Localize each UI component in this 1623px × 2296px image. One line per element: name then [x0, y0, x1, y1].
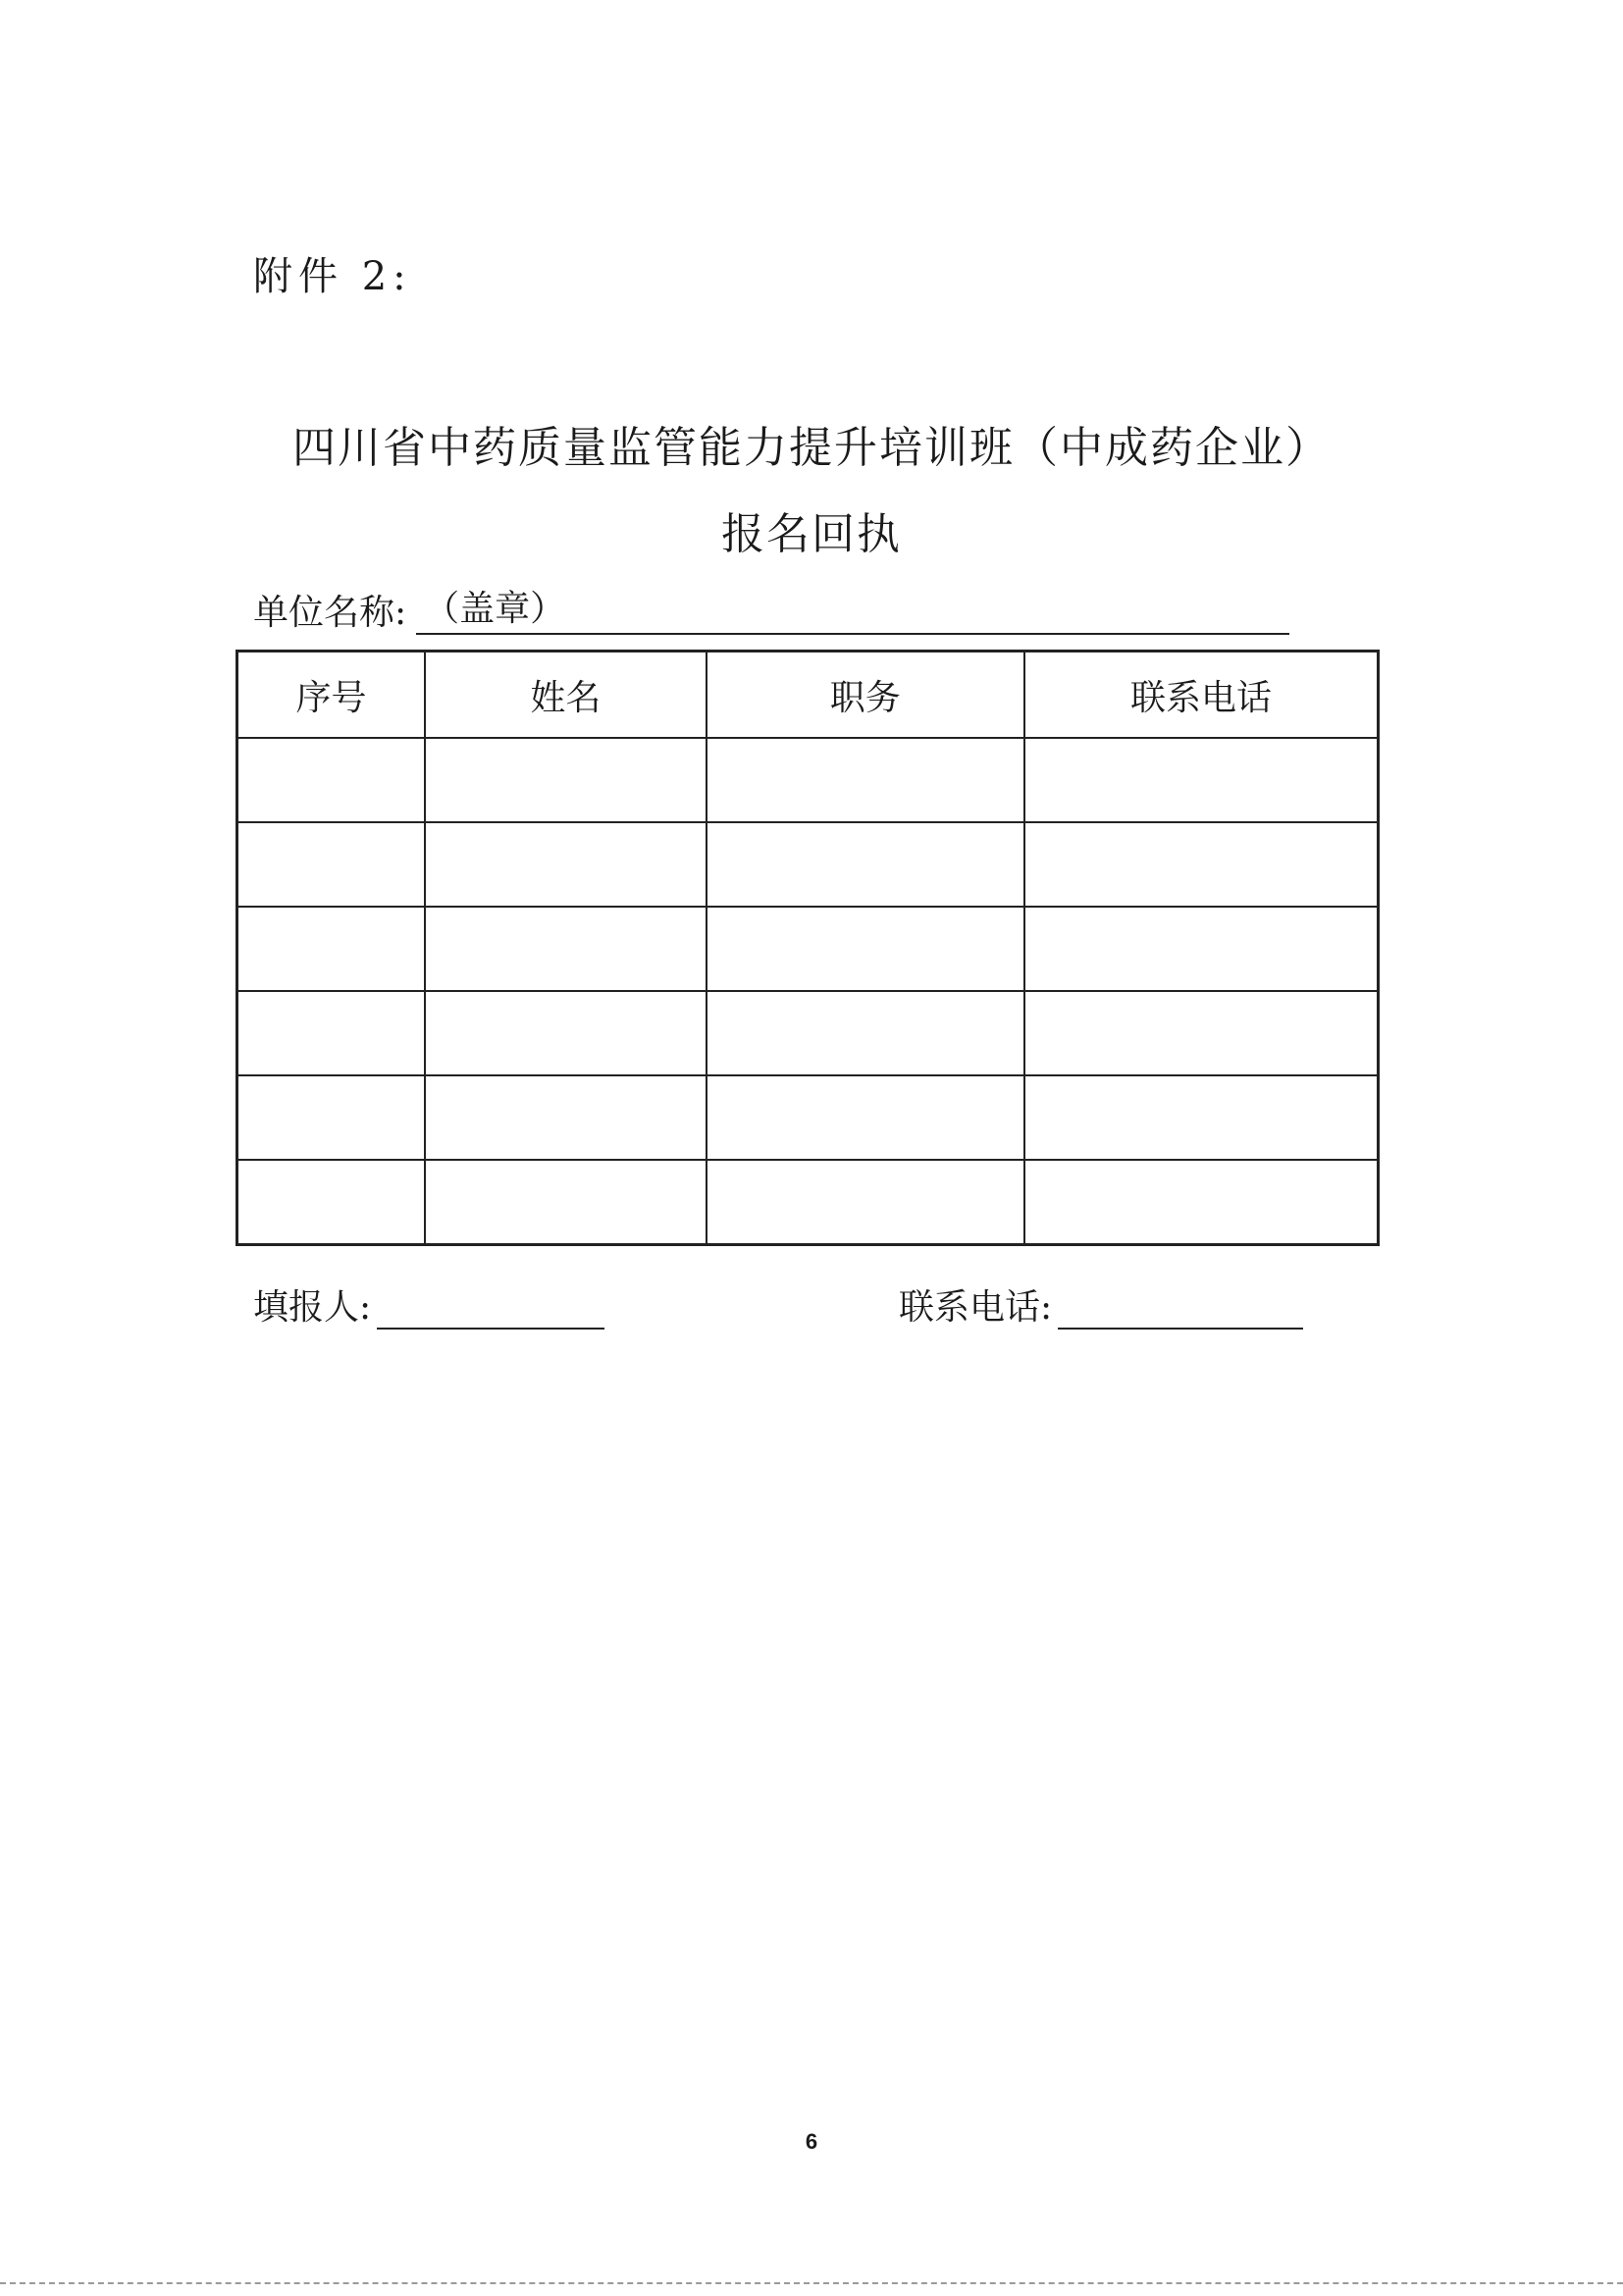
table-row [237, 1075, 1379, 1160]
header-phone: 联系电话 [1024, 652, 1379, 739]
table-row [237, 907, 1379, 991]
table-row [237, 991, 1379, 1075]
form-subtitle: 报名回执 [721, 509, 902, 559]
cell-position[interactable] [707, 1160, 1024, 1245]
attachment-label: 附件 2: [253, 254, 412, 299]
cell-position[interactable] [707, 907, 1024, 991]
table-row [237, 1160, 1379, 1245]
cell-name[interactable] [425, 1075, 707, 1160]
cell-phone[interactable] [1024, 907, 1379, 991]
cell-phone[interactable] [1024, 822, 1379, 907]
filler-phone-field[interactable] [1058, 1288, 1303, 1330]
unit-name-field[interactable] [416, 589, 1289, 635]
page-number: 6 [805, 2129, 818, 2154]
cell-name[interactable] [425, 738, 707, 822]
cell-phone[interactable] [1024, 738, 1379, 822]
filler-label: 填报人: [253, 1287, 372, 1328]
header-serial-number: 序号 [237, 652, 426, 739]
cell-serial-number[interactable] [237, 991, 426, 1075]
form-title: 四川省中药质量监管能力提升培训班（中成药企业） [292, 423, 1331, 473]
filler-field[interactable] [377, 1288, 604, 1330]
cell-serial-number[interactable] [237, 1160, 426, 1245]
cell-name[interactable] [425, 991, 707, 1075]
cell-serial-number[interactable] [237, 1075, 426, 1160]
filler-phone-row [899, 1279, 1303, 1330]
cell-name[interactable] [425, 1160, 707, 1245]
table-header-row [237, 652, 1379, 739]
cell-position[interactable] [707, 991, 1024, 1075]
registration-table [236, 650, 1380, 1246]
cell-phone[interactable] [1024, 991, 1379, 1075]
cell-serial-number[interactable] [237, 907, 426, 991]
cell-position[interactable] [707, 1075, 1024, 1160]
table-row [237, 822, 1379, 907]
cell-position[interactable] [707, 738, 1024, 822]
cell-phone[interactable] [1024, 1160, 1379, 1245]
header-name: 姓名 [425, 652, 707, 739]
header-position: 职务 [707, 652, 1024, 739]
cell-phone[interactable] [1024, 1075, 1379, 1160]
cell-serial-number[interactable] [237, 738, 426, 822]
filler-row [253, 1279, 604, 1330]
table-row [237, 738, 1379, 822]
unit-name-label: 单位名称: [253, 593, 407, 633]
unit-name-row [253, 585, 1289, 635]
unit-name-stamp-hint: （盖章） [424, 589, 566, 629]
cell-serial-number[interactable] [237, 822, 426, 907]
cell-name[interactable] [425, 907, 707, 991]
cell-position[interactable] [707, 822, 1024, 907]
scan-edge-divider [0, 2282, 1623, 2284]
cell-name[interactable] [425, 822, 707, 907]
filler-phone-label: 联系电话: [899, 1287, 1053, 1328]
